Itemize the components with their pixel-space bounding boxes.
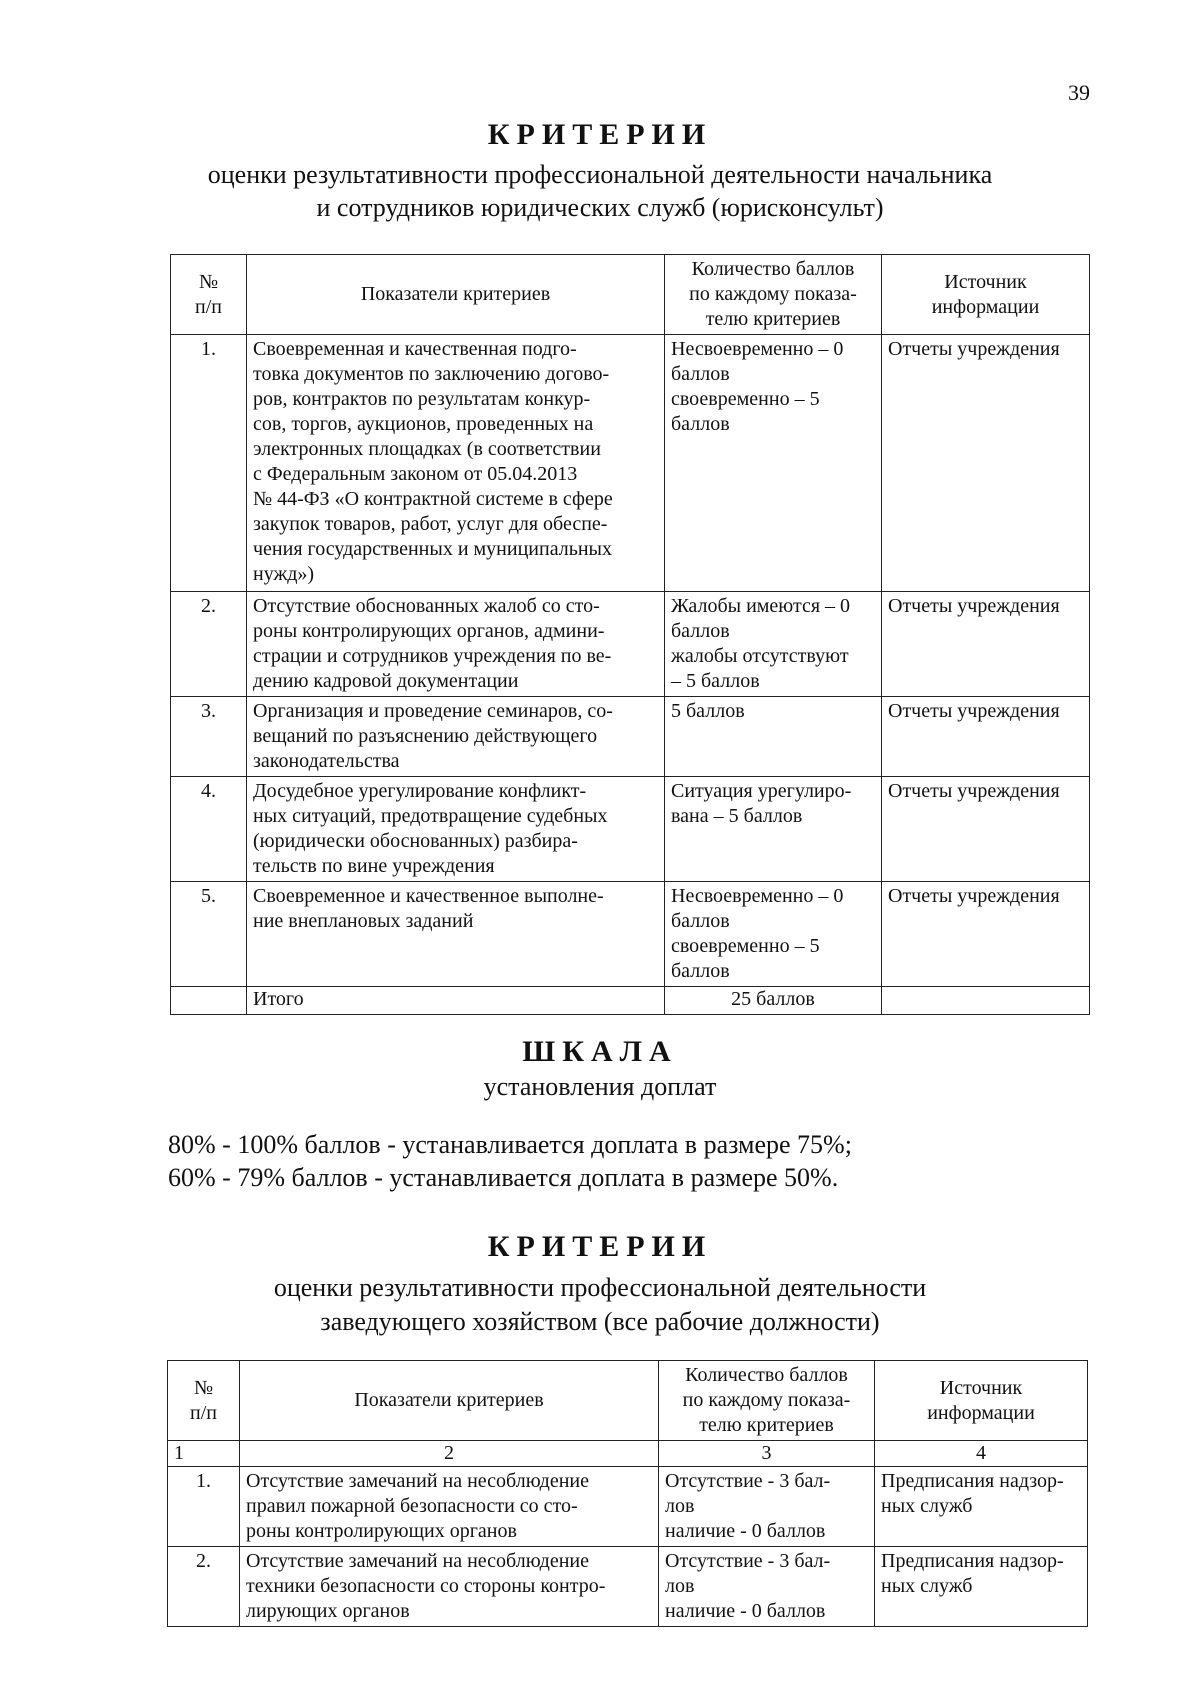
row-points: Жалобы имеются – 0 баллов жалобы отсутствуют – 5 баллов <box>665 592 882 697</box>
row-indicator: Организация и проведение семинаров, со- вещаний по разъяснению действующего законодательства <box>247 697 665 777</box>
row-indicator: Досудебное урегулирование конфликт- ных ситуаций, предотвращение судебных (юридически обоснованных) разбира- тельств по вине учреждения <box>247 777 665 882</box>
row-source: Отчеты учреждения <box>882 697 1090 777</box>
header-indicator: Показатели критериев <box>240 1361 659 1441</box>
col-number-2: 2 <box>240 1441 659 1467</box>
row-points: Ситуация урегулиро- вана – 5 баллов <box>665 777 882 882</box>
row-source: Отчеты учреждения <box>882 882 1090 987</box>
row-points: Несвоевременно – 0 баллов своевременно – 5 баллов <box>665 335 882 592</box>
col-number-4: 4 <box>875 1441 1088 1467</box>
section2-title: КРИТЕРИИ <box>487 1230 713 1263</box>
total-source-cell <box>882 987 1090 1015</box>
row-points: 5 баллов <box>665 697 882 777</box>
table-row <box>168 1467 1088 1547</box>
header-num: № п/п <box>168 1361 240 1441</box>
row-source: Отчеты учреждения <box>882 777 1090 882</box>
row-num: 3. <box>171 697 247 777</box>
col-number-3: 3 <box>659 1441 875 1467</box>
row-indicator: Своевременное и качественное выполне- ние внеплановых заданий <box>247 882 665 987</box>
row-source: Отчеты учреждения <box>882 592 1090 697</box>
criteria-table-lawyer <box>170 254 1090 1015</box>
scale-subtitle: установления доплат <box>483 1072 717 1101</box>
section1-title: КРИТЕРИИ <box>487 118 713 151</box>
row-points: Несвоевременно – 0 баллов своевременно – 5 баллов <box>665 882 882 987</box>
row-num: 1. <box>171 335 247 592</box>
row-num: 2. <box>168 1547 240 1627</box>
total-label: Итого <box>247 987 665 1015</box>
row-indicator: Отсутствие замечаний на несоблюдение правил пожарной безопасности со сто- роны контролирующих органов <box>240 1467 659 1547</box>
total-points: 25 баллов <box>665 987 882 1015</box>
row-indicator: Отсутствие обоснованных жалоб со сто- роны контролирующих органов, админи- страции и сотрудников учреждения по ве- дению кадровой документации <box>247 592 665 697</box>
criteria-table-housekeeping <box>167 1360 1088 1627</box>
header-indicator: Показатели критериев <box>247 255 665 335</box>
section1-subtitle-2: и сотрудников юридических служб (юрисконсульт) <box>316 193 884 222</box>
header-points: Количество баллов по каждому показа- телю критериев <box>659 1361 875 1441</box>
header-source: Источник информации <box>882 255 1090 335</box>
row-num: 4. <box>171 777 247 882</box>
row-num: 1. <box>168 1467 240 1547</box>
table-row <box>171 592 1090 697</box>
row-num: 5. <box>171 882 247 987</box>
header-num: № п/п <box>171 255 247 335</box>
table-row <box>168 1547 1088 1627</box>
row-source: Отчеты учреждения <box>882 335 1090 592</box>
table-header-row <box>168 1361 1088 1441</box>
col-number-1: 1 <box>168 1441 240 1467</box>
row-indicator: Отсутствие замечаний на несоблюдение техники безопасности со стороны контро- лирующих органов <box>240 1547 659 1627</box>
row-points: Отсутствие - 3 бал- лов наличие - 0 баллов <box>659 1547 875 1627</box>
page-number: 39 <box>1068 80 1090 105</box>
scale-line-2: 60% - 79% баллов - устанавливается доплата в размере 50%. <box>168 1163 839 1192</box>
section1-subtitle-1: оценки результативности профессиональной деятельности начальника <box>207 160 993 189</box>
table-row <box>171 882 1090 987</box>
row-num: 2. <box>171 592 247 697</box>
table-row <box>171 697 1090 777</box>
table-header-row <box>171 255 1090 335</box>
table-row <box>171 777 1090 882</box>
section2-subtitle-2: заведующего хозяйством (все рабочие должности) <box>320 1307 880 1336</box>
row-points: Отсутствие - 3 бал- лов наличие - 0 баллов <box>659 1467 875 1547</box>
scale-title: ШКАЛА <box>522 1035 678 1068</box>
section2-subtitle-1: оценки результативности профессиональной деятельности <box>273 1273 927 1302</box>
table-row <box>171 335 1090 592</box>
row-indicator: Своевременная и качественная подго- товка документов по заключению догово- ров, контрактов по результатам конкур- сов, торгов, аукционов, проведенных на электронных площадках (в соответствии с Федеральным законом от 05.04.2013 № 44-ФЗ «О контрактной системе в сфере закупок товаров, работ, услуг для обеспе- чения государственных и муниципальных нужд») <box>247 335 665 592</box>
row-source: Предписания надзор- ных служб <box>875 1467 1088 1547</box>
row-source: Предписания надзор- ных служб <box>875 1547 1088 1627</box>
table-total-row <box>171 987 1090 1015</box>
column-number-row <box>168 1441 1088 1467</box>
header-source: Источник информации <box>875 1361 1088 1441</box>
total-num-cell <box>171 987 247 1015</box>
scale-line-1: 80% - 100% баллов - устанавливается доплата в размере 75%; <box>168 1130 852 1159</box>
header-points: Количество баллов по каждому показа- телю критериев <box>665 255 882 335</box>
